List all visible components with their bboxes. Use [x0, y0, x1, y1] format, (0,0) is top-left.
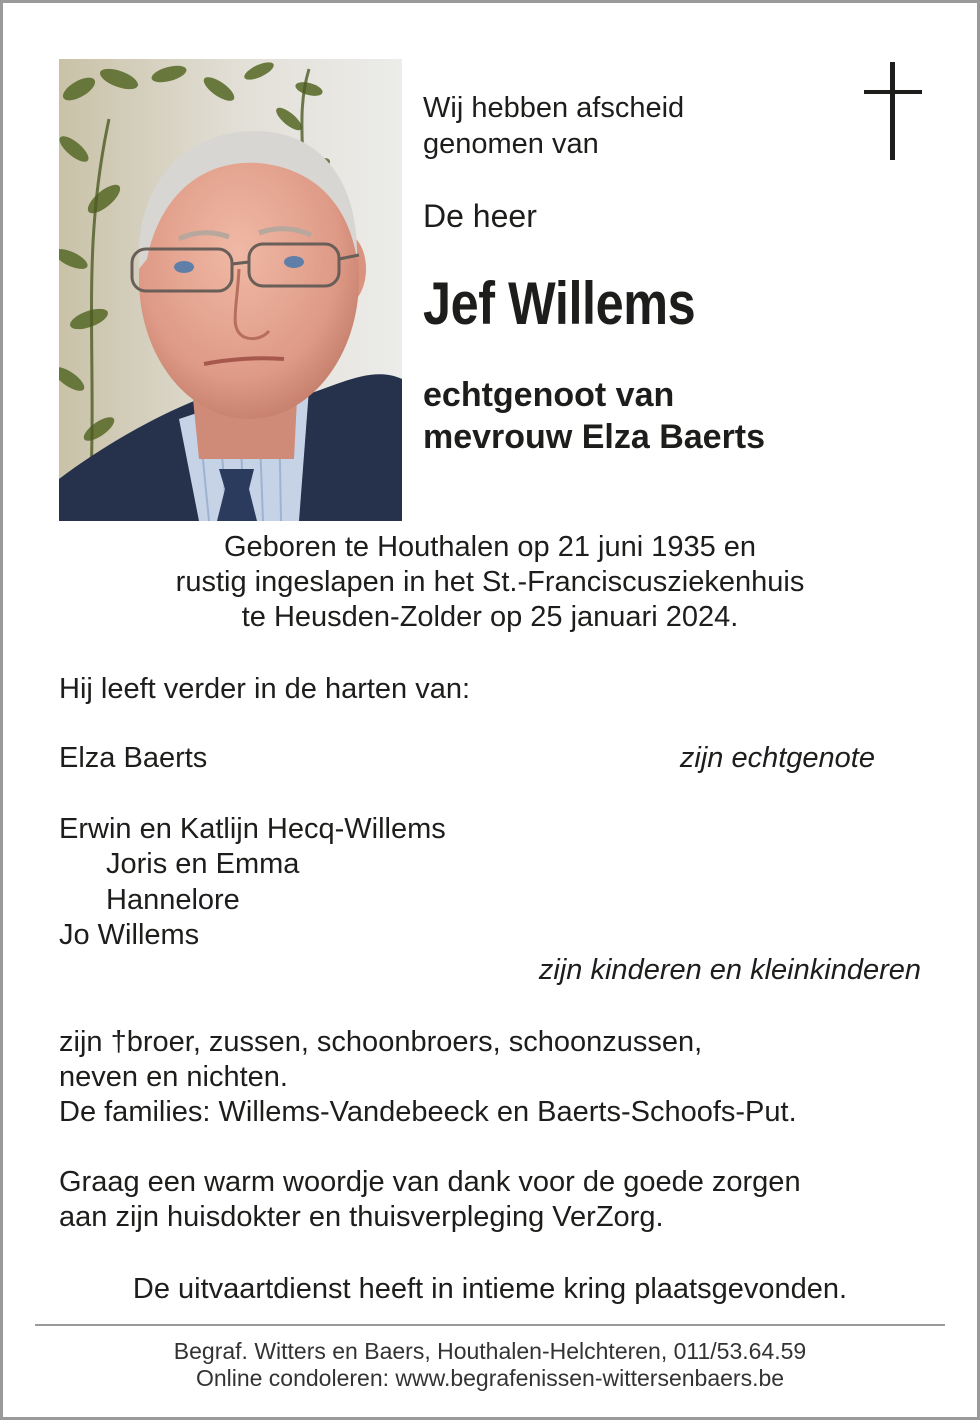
portrait-illustration — [59, 59, 402, 521]
child-line-1: Erwin en Katlijn Hecq-Willems — [59, 813, 446, 845]
spouse-line-1: echtgenoot van — [423, 376, 675, 414]
widow-relation: zijn echtgenote — [679, 742, 875, 774]
intro-line-1: Wij hebben afscheid — [423, 92, 685, 124]
widow-name: Elza Baerts — [59, 742, 208, 774]
grandchild-line-1: Joris en Emma — [106, 848, 300, 880]
thanks-line-1: Graag een warm woordje van dank voor de goede zorgen — [59, 1166, 801, 1198]
relatives-prefix: zijn — [59, 1026, 111, 1058]
footer-divider — [35, 1324, 945, 1326]
birth-line-3: te Heusden-Zolder op 25 januari 2024. — [241, 601, 739, 633]
intro-line-2: genomen van — [423, 128, 599, 160]
deceased-cross-symbol: † — [110, 1026, 127, 1058]
birth-death-details — [0, 530, 980, 635]
intro-text — [423, 90, 684, 162]
relatives-line-1-rest: broer, zussen, schoonbroers, schoonzussen, — [126, 1026, 703, 1058]
deceased-name: Jef Willems — [423, 270, 696, 337]
child-line-2: Jo Willems — [59, 919, 200, 951]
spouse-relation — [423, 374, 765, 458]
funeral-home-info: Begraf. Witters en Baers, Houthalen-Helchteren, 011/53.64.59 — [173, 1338, 807, 1364]
service-note: De uitvaartdienst heeft in intieme kring plaatsgevonden. — [132, 1273, 848, 1305]
birth-line-1: Geboren te Houthalen op 21 juni 1935 en — [223, 531, 757, 563]
thanks-line-2: aan zijn huisdokter en thuisverpleging VerZorg. — [59, 1201, 664, 1233]
grandchild-line-2: Hannelore — [106, 884, 240, 916]
birth-line-2: rustig ingeslapen in het St.-Franciscusziekenhuis — [175, 566, 805, 598]
latin-cross-icon — [864, 62, 922, 160]
families-line: De families: Willems-Vandebeeck en Baerts-Schoofs-Put. — [59, 1096, 797, 1128]
salutation: De heer — [423, 198, 537, 234]
children-relation: zijn kinderen en kleinkinderen — [538, 954, 921, 986]
online-condolence-link[interactable]: Online condoleren: www.begrafenissen-wittersenbaers.be — [195, 1365, 785, 1391]
portrait-photo — [59, 59, 402, 521]
survivors-intro: Hij leeft verder in de harten van: — [59, 673, 471, 705]
footer — [0, 1338, 980, 1392]
relatives-line-2: neven en nichten. — [59, 1061, 288, 1093]
spouse-line-2: mevrouw Elza Baerts — [423, 418, 766, 456]
relatives-line-1 — [59, 1025, 702, 1060]
